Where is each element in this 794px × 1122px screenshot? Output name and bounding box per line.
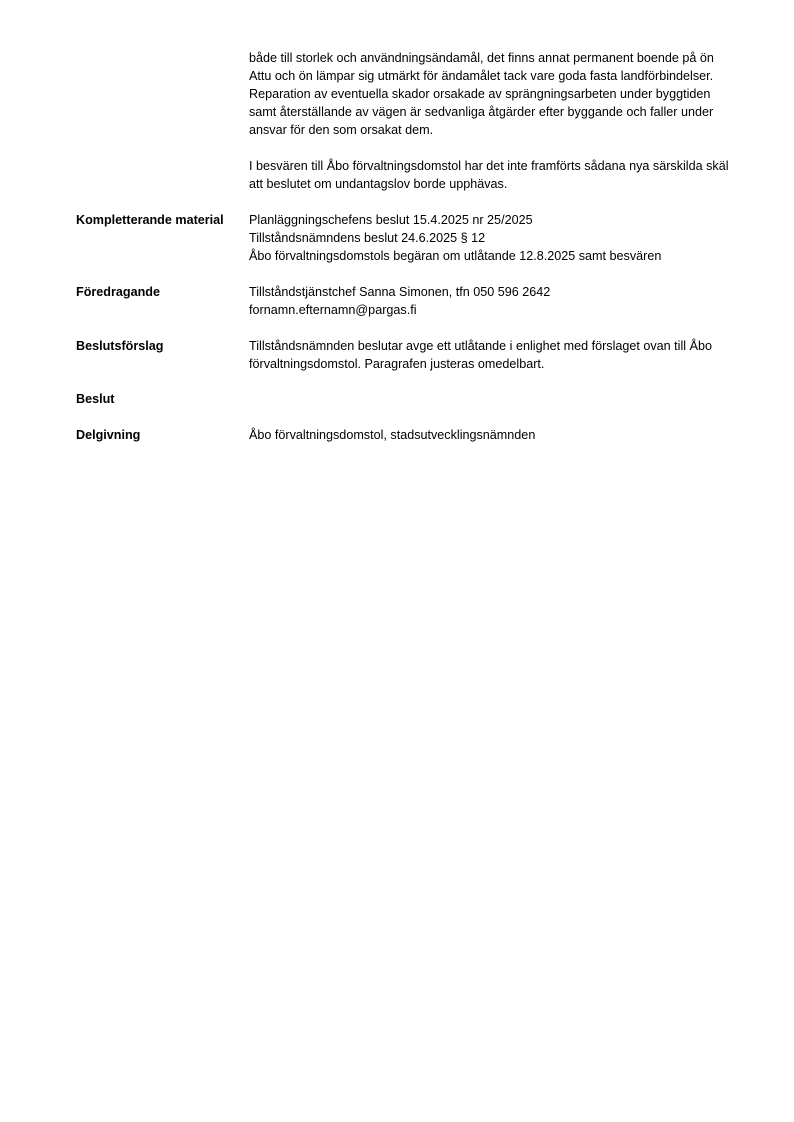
section-label-presenter: Föredragande bbox=[76, 285, 160, 299]
intro-paragraph-1: både till storlek och användningsändamål, det finns annat permanent boende på ön Attu och ön lämpar sig utmärkt för ändamålet tack vare goda fasta landförbindelser. Reparation av eventuella skador orsakade av sprängningsarbeten under byggtiden samt återställande av vägen är sedvanliga åtgärder efter byggande och faller under ansvar för den som orsakat dem. bbox=[249, 51, 714, 137]
section-label-notification: Delgivning bbox=[76, 428, 141, 442]
intro-paragraph-2: I besvären till Åbo förvaltningsdomstol har det inte framförts sådana nya särskilda skäl att beslutet om undantagslov borde upphävas. bbox=[249, 159, 729, 191]
presenter-email: fornamn.efternamn@pargas.fi bbox=[249, 303, 417, 317]
presenter-name-phone: Tillståndstjänstchef Sanna Simonen, tfn 050 596 2642 bbox=[249, 285, 551, 299]
material-line-3: Åbo förvaltningsdomstols begäran om utlåtande 12.8.2025 samt besvären bbox=[249, 249, 662, 263]
section-label-decision: Beslut bbox=[76, 392, 115, 406]
section-label-proposal: Beslutsförslag bbox=[76, 339, 164, 353]
material-line-2: Tillståndsnämndens beslut 24.6.2025 § 12 bbox=[249, 231, 486, 245]
material-line-1: Planläggningschefens beslut 15.4.2025 nr 25/2025 bbox=[249, 213, 533, 227]
section-content-material bbox=[249, 211, 739, 265]
section-label-material: Kompletterande material bbox=[76, 213, 224, 227]
section-content-proposal: Tillståndsnämnden beslutar avge ett utlåtande i enlighet med förslaget ovan till Åbo förvaltningsdomstol. Paragrafen justeras omedelbart. bbox=[249, 339, 712, 371]
section-content-notification: Åbo förvaltningsdomstol, stadsutvecklingsnämnden bbox=[249, 428, 536, 442]
intro-text bbox=[249, 49, 739, 193]
section-content-presenter bbox=[249, 283, 739, 319]
